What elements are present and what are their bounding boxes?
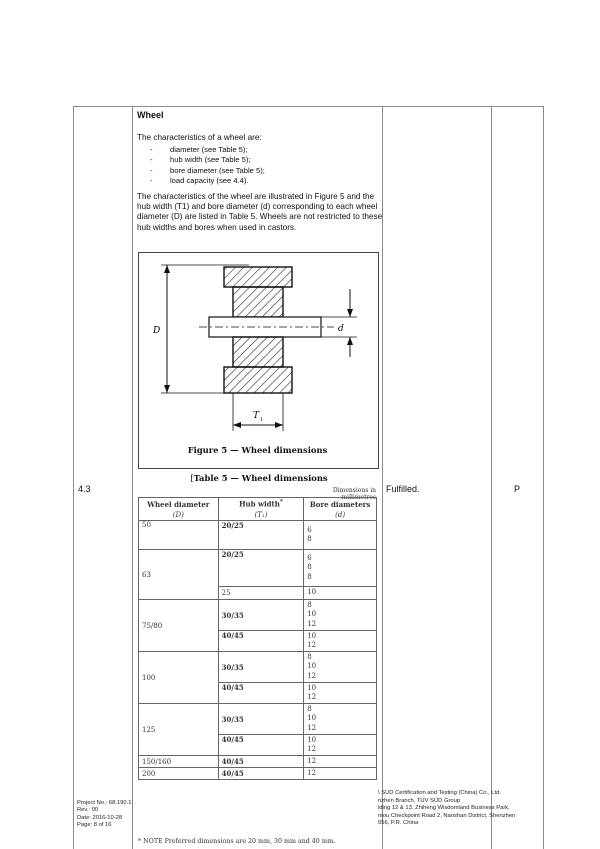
- table-units: Dimensions in millimetres: [332, 487, 376, 501]
- table-row: [139, 550, 377, 587]
- footer-company-line: lding 12 & 13, Zhiheng Wisdomland Business Park,: [378, 805, 510, 811]
- cell-diameter: 75/80: [139, 600, 219, 652]
- clause-number: 4.3: [78, 484, 91, 494]
- cell-bore: 10: [304, 587, 377, 600]
- caption-bracket: [: [190, 473, 194, 483]
- table-row: [139, 704, 377, 735]
- table-row: [139, 652, 377, 683]
- cell-diameter: 125: [139, 704, 219, 756]
- section-title: Wheel: [137, 110, 164, 120]
- verdict-text: P: [514, 484, 521, 494]
- cell-hub: 20/25: [218, 550, 304, 587]
- cell-bore: 10 12: [304, 735, 377, 756]
- wheel-dimension-drawing: [139, 253, 378, 468]
- header-wheel-diameter: Wheel diameter: [139, 498, 219, 511]
- result-text: Fulfilled.: [386, 484, 420, 494]
- header-hub-width: [218, 498, 304, 511]
- header-hub-width-mark: *: [279, 499, 283, 506]
- footer-date: Date: 2016-10-28: [77, 814, 123, 821]
- cell-bore: 12: [304, 768, 377, 780]
- table-border-top: [73, 106, 544, 107]
- footer-company-line: ntou Checkpoint Road 2, Nanshan District, Shenzhen: [378, 812, 516, 819]
- cell-diameter: 63: [139, 550, 219, 600]
- cell-hub: 25: [218, 587, 304, 600]
- table-caption-text: Table 5 — Wheel dimensions: [193, 473, 328, 483]
- table-note: * NOTE Preferred dimensions are 20 mm, 30 mm and 40 mm.: [138, 838, 336, 845]
- cell-hub: 30/35: [218, 652, 304, 683]
- cell-diameter: 100: [139, 652, 219, 704]
- header-hub-width-text: Hub width: [238, 499, 280, 509]
- label-d: d: [338, 324, 344, 334]
- wheel-dimensions-table: [138, 497, 377, 780]
- cell-diameter: 50: [139, 521, 219, 550]
- subheader-T1: (T₁): [218, 510, 304, 521]
- header-bore-diameters: Bore diameters: [304, 498, 377, 511]
- footer-revision: Rev.: 00: [77, 807, 99, 814]
- cell-hub: 40/45: [218, 756, 304, 768]
- list-item: - bore diameter (see Table 5);: [150, 166, 265, 176]
- label-T-subscript: 1: [260, 417, 264, 423]
- list-item: - load capacity (see 4.4).: [150, 176, 265, 186]
- footer-project-no: Project No.: 68.190.1: [77, 800, 132, 806]
- footer-company-line: \ SUD Certification and Testing (China) Co., Ltd.: [378, 790, 501, 796]
- table-row: [139, 600, 377, 631]
- cell-bore: 8 10 12: [304, 600, 377, 631]
- footer-page: Page: 8 of 16: [77, 821, 112, 828]
- list-item: - diameter (see Table 5);: [150, 145, 265, 155]
- cell-bore: 10 12: [304, 683, 377, 704]
- cell-hub: 40/45: [218, 683, 304, 704]
- footer-company-line: 056, P.R. China: [378, 820, 419, 826]
- wheel-figure: [138, 252, 379, 469]
- table-row: [139, 756, 377, 768]
- footer-company-line: nzhen Branch, TÜV SÜD Group: [378, 797, 461, 804]
- cell-bore: 8 10 12: [304, 652, 377, 683]
- cell-hub: 40/45: [218, 735, 304, 756]
- intro-text: The characteristics of a wheel are:: [137, 133, 262, 142]
- characteristics-list: [150, 145, 265, 186]
- body-text: The characteristics of the wheel are illustrated in Figure 5 and the hub width (T1) and bore diameter (d) corresponding to each wheel diameter (D) are listed in Table 5. Wheels are not restricted to these hub widths and bores when used in castors.: [137, 192, 383, 232]
- figure-caption: Figure 5 — Wheel dimensions: [187, 445, 328, 455]
- label-T: T: [253, 411, 260, 421]
- cell-diameter: 150/160: [139, 756, 219, 768]
- table-border-divider-3: [491, 106, 492, 849]
- footer-company-info: [378, 790, 548, 828]
- list-item: - hub width (see Table 5);: [150, 155, 265, 165]
- cell-hub: 20/25: [218, 521, 304, 550]
- table-border-left: [73, 106, 74, 849]
- table-row: [139, 768, 377, 780]
- table-border-right: [543, 106, 544, 849]
- cell-bore: 6 8 8: [304, 550, 377, 587]
- subheader-d: (d): [304, 510, 377, 521]
- cell-bore: 10 12: [304, 631, 377, 652]
- table-caption: [130, 473, 388, 483]
- cell-diameter: 200: [139, 768, 219, 780]
- label-D: D: [153, 326, 161, 336]
- table-row: [139, 521, 377, 550]
- cell-hub: 30/35: [218, 600, 304, 631]
- cell-bore: 6 8: [304, 521, 377, 550]
- cell-hub: 40/45: [218, 768, 304, 780]
- footer-project-info: [77, 800, 131, 829]
- cell-bore: 12: [304, 756, 377, 768]
- cell-hub: 30/35: [218, 704, 304, 735]
- cell-hub: 40/45: [218, 631, 304, 652]
- cell-bore: 8 10 12: [304, 704, 377, 735]
- subheader-D: (D): [139, 510, 219, 521]
